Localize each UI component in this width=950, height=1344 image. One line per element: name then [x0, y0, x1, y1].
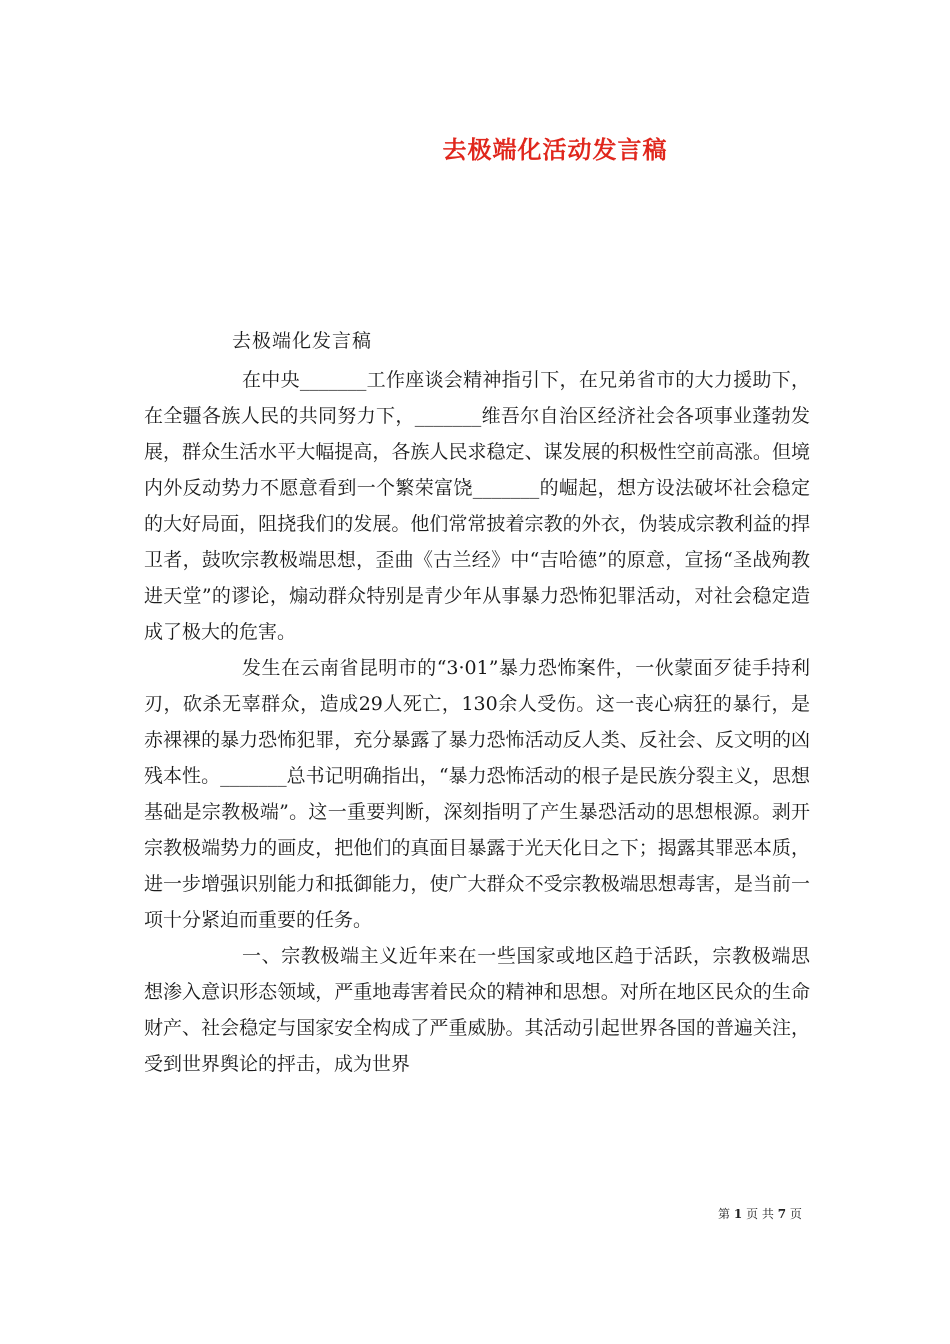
document-subtitle: 去极端化发言稿	[232, 330, 373, 352]
footer-suffix: 页	[789, 1207, 802, 1221]
document-body	[144, 362, 810, 1082]
footer-total-pages: 7	[777, 1207, 787, 1221]
footer-prefix: 第	[718, 1207, 731, 1221]
paragraph-1: 在中央_______工作座谈会精神指引下，在兄弟省市的大力援助下，在全疆各族人民的共同努力下，_______维吾尔自治区经济社会各项事业蓬勃发展，群众生活水平大幅提高，各族人民求稳定、谋发展的积极性空前高涨。但境内外反动势力不愿意看到一个繁荣富饶_______的崛起，想方设法破坏社会稳定的大好局面，阻挠我们的发展。他们常常披着宗教的外衣，伪装成宗教利益的捍卫者，鼓吹宗教极端思想，歪曲《古兰经》中“吉哈德”的原意，宣扬“圣战殉教进天堂”的谬论，煽动群众特别是青少年从事暴力恐怖犯罪活动，对社会稳定造成了极大的危害。	[144, 369, 810, 643]
paragraph-2: 发生在云南省昆明市的“3·01”暴力恐怖案件，一伙蒙面歹徒手持利刃，砍杀无辜群众，造成29人死亡，130余人受伤。这一丧心病狂的暴行，是赤裸裸的暴力恐怖犯罪，充分暴露了暴力恐怖活动反人类、反社会、反文明的凶残本性。_______总书记明确指出，“暴力恐怖活动的根子是民族分裂主义，思想基础是宗教极端”。这一重要判断，深刻指明了产生暴恐活动的思想根源。剥开宗教极端势力的画皮，把他们的真面目暴露于光天化日之下；揭露其罪恶本质，进一步增强识别能力和抵御能力，使广大群众不受宗教极端思想毒害，是当前一项十分紧迫而重要的任务。	[144, 657, 810, 931]
document-title: 去极端化活动发言稿	[442, 135, 668, 164]
footer-middle: 页 共	[746, 1207, 774, 1221]
footer-page-number: 1	[733, 1207, 743, 1221]
page-footer	[0, 1205, 950, 1222]
paragraph-3: 一、宗教极端主义近年来在一些国家或地区趋于活跃，宗教极端思想渗入意识形态领域，严重地毒害着民众的精神和思想。对所在地区民众的生命财产、社会稳定与国家安全构成了严重威胁。其活动引起世界各国的普遍关注，受到世界舆论的抨击，成为世界	[144, 945, 810, 1075]
